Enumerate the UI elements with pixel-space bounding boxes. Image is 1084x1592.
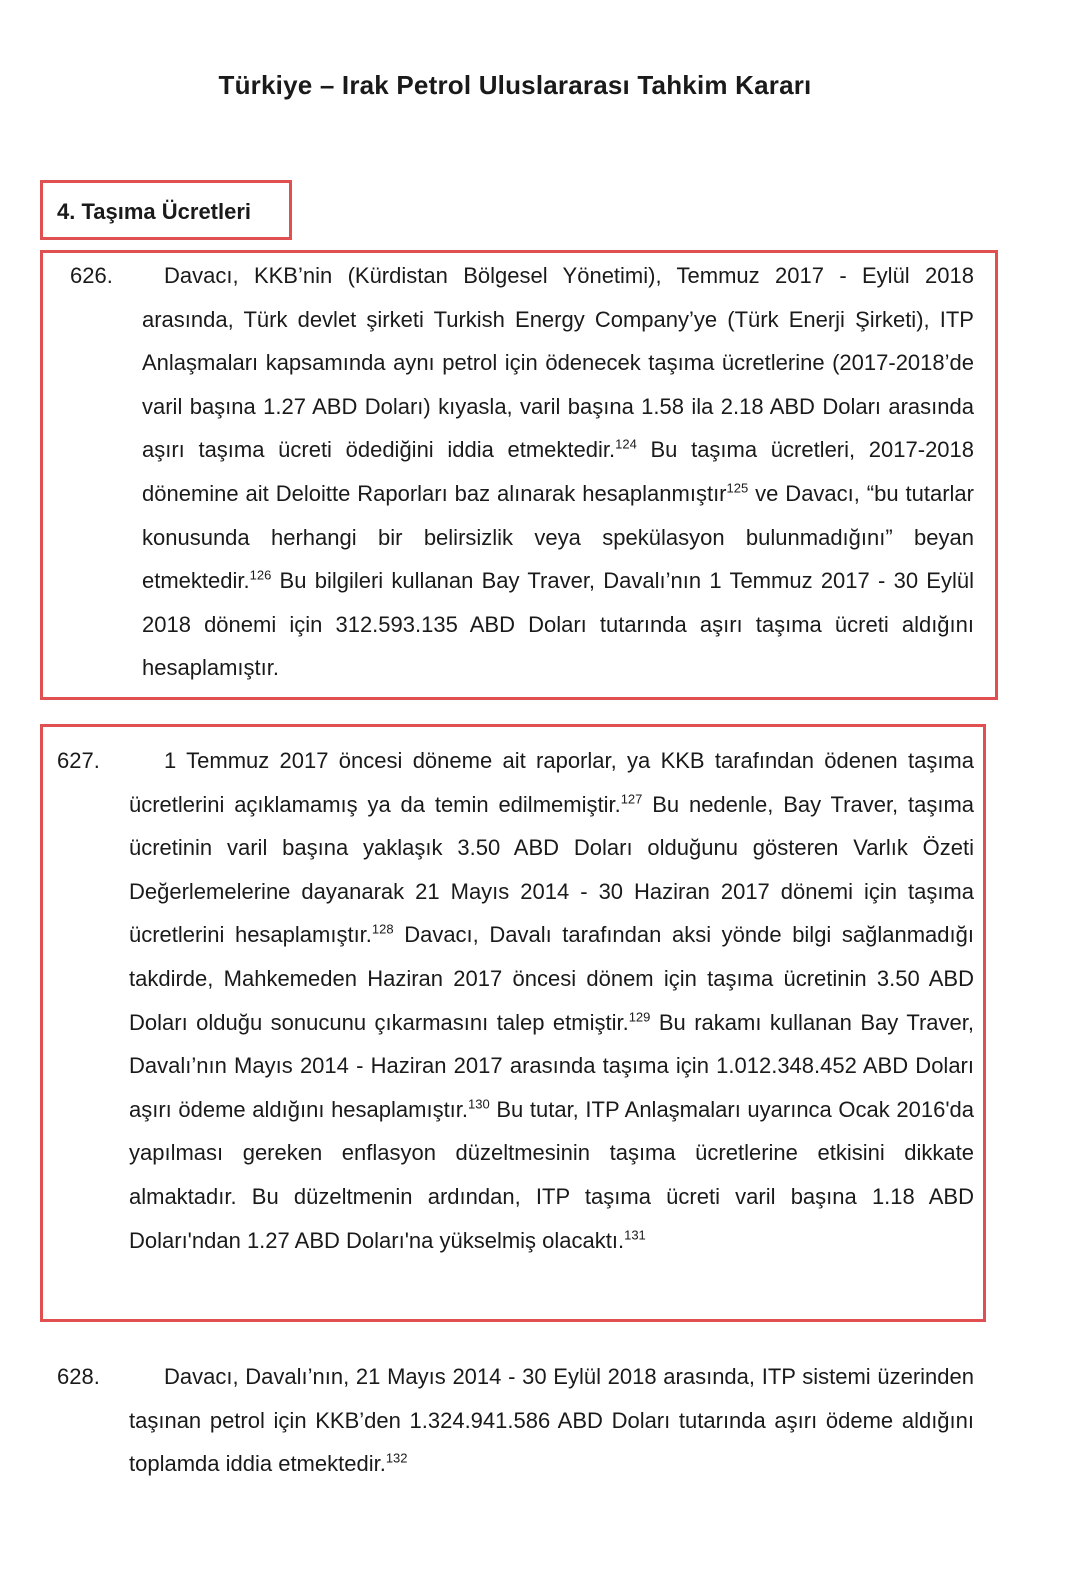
footnote-ref: 125 bbox=[726, 480, 749, 496]
paragraph-628 bbox=[57, 1355, 974, 1486]
paragraph-text-segment: Bu nedenle, Bay Traver, taşıma ücretinin varil başına yaklaşık 3.50 ABD Doları olduğunu gösteren Varlık Özeti Değerlemelerine dayanarak 21 Mayıs 2014 - 30 Haziran 2017 dönemi için taşıma ücretlerini hesaplamıştır. bbox=[129, 791, 975, 948]
paragraph-text-segment: Davacı, Davalı’nın, 21 Mayıs 2014 - 30 Eylül 2018 arasında, ITP sistemi üzerinden taşınan petrol için KKB’den 1.324.941.586 ABD Doları tutarında aşırı ödeme aldığını toplamda iddia etmektedir. bbox=[129, 1364, 974, 1477]
paragraph-text-segment: Bu bilgileri kullanan Bay Traver, Davalı’nın 1 Temmuz 2017 - 30 Eylül 2018 dönemi için 312.593.135 ABD Doları tutarında aşırı taşıma ücreti aldığını hesaplamıştır. bbox=[142, 568, 974, 681]
section-heading-highlight bbox=[40, 180, 292, 240]
paragraph-text-segment: Bu tutar, ITP Anlaşmaları uyarınca Ocak 2016'da yapılması gereken enflasyon düzeltmesinin taşıma ücretlerine etkisini dikkate almaktadır. Bu düzeltmenin ardından, ITP taşıma ücreti varil başına 1.18 ABD Doları'ndan 1.27 ABD Doları'na yükselmiş olacaktı. bbox=[129, 1096, 974, 1253]
paragraph-number: 627. bbox=[57, 748, 100, 773]
paragraph-text bbox=[129, 748, 974, 1253]
paragraph-text-segment: Bu rakamı kullanan Bay Traver, Davalı’nın Mayıs 2014 - Haziran 2017 arasında taşıma için 1.012.348.452 ABD Doları aşırı ödeme aldığını hesaplamıştır. bbox=[129, 1009, 974, 1122]
paragraph-627 bbox=[57, 739, 975, 1262]
footnote-ref: 131 bbox=[624, 1227, 646, 1243]
footnote-ref: 127 bbox=[620, 791, 643, 807]
paragraph-text-segment: Bu taşıma ücretleri, 2017-2018 dönemine ait Deloitte Raporları baz alınarak hesaplanmıştır bbox=[142, 437, 975, 506]
footnote-ref: 124 bbox=[615, 437, 637, 453]
paragraph-text-segment: Davacı, Davalı tarafından aksi yönde bilgi sağlanmadığı takdirde, Mahkemeden Haziran 2017 öncesi dönem için taşıma ücretinin 3.50 ABD Doları olduğu sonucunu çıkarmasını talep etmiştir. bbox=[129, 922, 974, 1035]
paragraph-number: 626. bbox=[70, 263, 113, 288]
document-title: Türkiye – Irak Petrol Uluslararası Tahkim Kararı bbox=[218, 70, 812, 100]
paragraph-text bbox=[129, 1364, 974, 1476]
paragraph-text-segment: ve Davacı, “bu tutarlar konusunda herhangi bir belirsizlik veya spekülasyon bulunmadığını” beyan etmektedir. bbox=[142, 480, 974, 594]
footnote-ref: 132 bbox=[385, 1450, 408, 1466]
footnote-ref: 128 bbox=[371, 922, 394, 938]
paragraph-text-segment: 1 Temmuz 2017 öncesi döneme ait raporlar, ya KKB tarafından ödenen taşıma ücretlerini açıklamamış ya da temin edilmemiştir. bbox=[129, 748, 974, 817]
paragraph-text bbox=[142, 263, 974, 680]
paragraph-text-segment: Davacı, KKB’nin (Kürdistan Bölgesel Yönetimi), Temmuz 2017 - Eylül 2018 arasında, Türk devlet şirketi Turkish Energy Company’ye (Türk Enerji Şirketi), ITP Anlaşmaları kapsamında aynı petrol için ödenecek taşıma ücretlerine (2017-2018’de varil başına 1.27 ABD Doları) kıyasla, varil başına 1.58 ila 2.18 ABD Doları arasında aşırı taşıma ücreti ödediğini iddia etmektedir. bbox=[142, 263, 974, 463]
footnote-ref: 126 bbox=[249, 567, 272, 583]
footnote-ref: 130 bbox=[468, 1096, 490, 1112]
footnote-ref: 129 bbox=[628, 1009, 651, 1025]
paragraph-number: 628. bbox=[57, 1364, 100, 1389]
paragraph-626 bbox=[70, 254, 975, 690]
section-heading: 4. Taşıma Ücretleri bbox=[57, 199, 252, 224]
